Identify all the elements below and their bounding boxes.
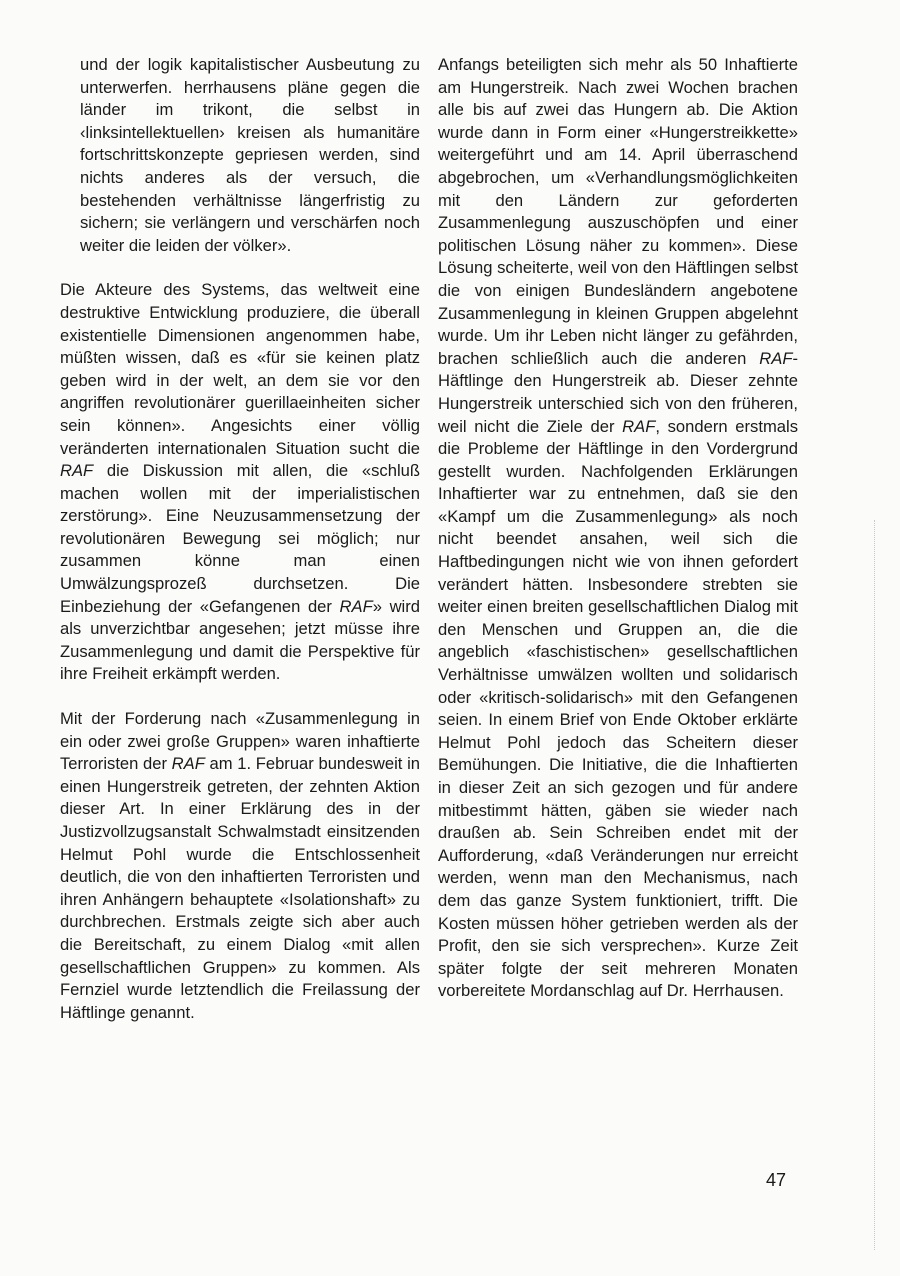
paragraph — [438, 54, 798, 1003]
italic-run: RAF — [759, 348, 793, 368]
italic-run: RAF — [60, 461, 94, 481]
italic-run: RAF — [339, 596, 373, 616]
paragraph — [60, 708, 420, 1024]
text-run: -Häftlinge den Hungerstreik ab. Dieser zehnte Hungerstreik unterschied sich von den früheren, weil nicht die Ziele der — [438, 348, 798, 436]
text-run: » wird als unverzichtbar angesehen; jetzt müsse ihre Zusammenlegung und damit die Perspektive für ihre Freiheit erkämpft werden. — [60, 596, 420, 684]
text-run: Die Akteure des Systems, das weltweit eine destruktive Entwicklung produziere, die überall existentielle Dimensionen angenommen habe, müßten wissen, daß es «für sie keinen platz geben wird in der welt, an dem sie vor den angriffen revolutionärer guerillaeinheiten sicher sein können». Angesichts einer völlig veränderten internationalen Situation sucht die — [60, 280, 420, 458]
left-column — [60, 54, 420, 1024]
paragraph — [60, 279, 420, 686]
quote-continuation: und der logik kapitalistischer Ausbeutung zu unterwerfen. herrhausens pläne gegen die länder im trikont, die selbst in ‹linksintellektuellen› kreisen als humanitäre fortschrittskonzepte gepriesen werden, sind nichts anderes als der versuch, die bestehenden verhältnisse längerfristig zu sichern; sie verlängern und verschärfen noch weiter die leiden der völker». — [80, 55, 420, 255]
text-run: Anfangs beteiligten sich mehr als 50 Inhaftierte am Hungerstreik. Nach zwei Wochen brachen alle bis auf zwei das Hungern ab. Die Aktion wurde dann in Form einer «Hungerstreikkette» weitergeführt und am 14. April überraschend abgebrochen, um «Verhandlungsmöglichkeiten mit den Ländern zur geforderten Zusammenlegung auszuschöpfen und einer politischen Lösung näher zu kommen». Diese Lösung scheiterte, weil von den Häftlingen selbst die von einigen Bundesländern angebotene Zusammenlegung in kleinen Gruppen abgelehnt wurde. Um ihr Leben nicht länger zu gefährden, brachen schließlich auch die anderen — [438, 55, 798, 368]
italic-run: RAF — [171, 754, 205, 774]
text-run: , sondern erstmals die Probleme der Häftlinge in den Vordergrund gestellt wurden. Nachfolgenden Erklärungen Inhaftierter war zu entnehmen, daß sie den «Kampf um die Zusammenlegung» als noch nicht beendet ansahen, weil sich die Haftbedingungen nicht wie von ihnen gefordert verändert hätten. Insbesondere strebten sie weiter einen breiten gesellschaftlichen Dialog mit den Menschen und Gruppen an, die die angeblich «faschistischen» gesellschaftlichen Verhältnisse umwälzen wollten und solidarisch oder «kritisch-solidarisch» mit den Gefangenen seien. In einem Brief von Ende Oktober erklärte Helmut Pohl jedoch das Scheitern dieser Bemühungen. Die Initiative, die die Inhaftierten in dieser Zeit an sich gezogen und für andere mitbestimmt hätten, gäben sie wieder nach draußen ab. Sein Schreiben endet mit der Aufforderung, «daß Veränderungen nur erreicht werden, wenn man den Mechanismus, nach dem das ganze System funktioniert, trifft. Die Kosten müssen höher getrieben werden als der Profit, den sie sich versprechen». Kurze Zeit später folgte der seit mehreren Monaten vorbereitete Mordanschlag auf Dr. Herrhausen. — [438, 416, 798, 1001]
scan-edge-divider — [874, 520, 876, 1250]
italic-run: RAF — [622, 416, 656, 436]
page-number: 47 — [766, 1170, 787, 1190]
text-run: die Diskussion mit allen, die «schluß machen wollen mit der imperialistischen zerstörung». Eine Neuzusammensetzung der revolutionären Bewegung sei möglich; nur zusammen könne man einen Umwälzungsprozeß durchsetzen. Die Einbeziehung der «Gefangenen der — [60, 461, 420, 616]
text-run: am 1. Februar bundesweit in einen Hungerstreik getreten, der zehnten Aktion dieser Art. In einer Erklärung des in der Justizvollzugsanstalt Schwalmstadt einsitzenden Helmut Pohl wurde die Entschlossenheit deutlich, die von den inhaftierten Terroristen und ihren Anhängern behauptete «Isolationshaft» zu durchbrechen. Erstmals zeigte sich aber auch die Bereitschaft, zu einem Dialog «mit allen gesellschaftlichen Gruppen» zu kommen. Als Fernziel wurde letztendlich die Freilassung der Häftlinge genannt. — [60, 754, 420, 1022]
text-run: Mit der Forderung nach «Zusammenlegung in ein oder zwei große Gruppen» waren inhaftierte Terroristen der — [60, 709, 420, 774]
right-column — [438, 54, 798, 1003]
